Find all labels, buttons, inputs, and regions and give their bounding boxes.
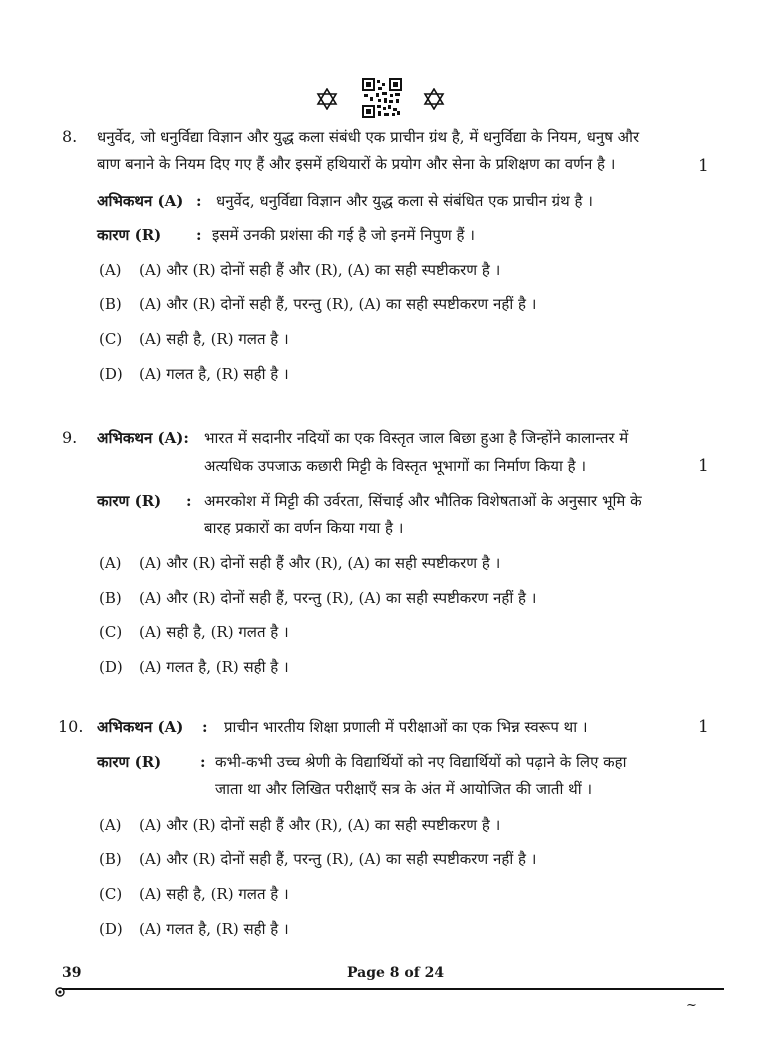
assertion-label: अभिकथन (A) (97, 192, 184, 210)
option-text: (A) और (R) दोनों सही हैं, परन्तु (R), (A) का सही स्पष्टीकरण नहीं है । (139, 295, 537, 313)
paper-code: 39 (62, 965, 82, 981)
option-key: (C) (99, 330, 123, 348)
assertion-label: अभिकथन (A): (97, 429, 189, 447)
option-key: (A) (99, 261, 122, 279)
option-text: (A) गलत है, (R) सही है । (139, 658, 289, 676)
reason-label: कारण (R) (97, 226, 162, 244)
reason-text: इसमें उनकी प्रशंसा की गई है जो इनमें निपुण हैं । (212, 226, 475, 244)
marks: 1 (698, 456, 709, 476)
option-key: (C) (99, 623, 123, 641)
reason-colon: : (186, 492, 192, 510)
reason-colon: : (200, 753, 206, 771)
assertion-text: धनुर्वेद, धनुर्विद्या विज्ञान और युद्ध कला से संबंधित एक प्राचीन ग्रंथ है । (216, 192, 593, 210)
star-of-david-icon-left (316, 88, 338, 110)
option-key: (A) (99, 816, 122, 834)
option-text: (A) गलत है, (R) सही है । (139, 365, 289, 383)
star-of-david-icon-right (423, 88, 445, 110)
option-key: (B) (99, 850, 122, 868)
option-text: (A) और (R) दोनों सही हैं और (R), (A) का सही स्पष्टीकरण है । (139, 554, 501, 572)
assertion-text: प्राचीन भारतीय शिक्षा प्रणाली में परीक्षाओं का एक भिन्न स्वरूप था । (224, 718, 588, 736)
assertion-colon: : (202, 718, 208, 736)
question-number: 10. (58, 717, 84, 736)
assertion-text-line2: अत्यधिक उपजाऊ कछारी मिट्टी के विस्तृत भूभागों का निर्माण किया है । (204, 457, 587, 475)
assertion-text-line1: भारत में सदानीर नदियों का एक विस्तृत जाल बिछा हुआ है जिन्होंने कालान्तर में (204, 429, 629, 447)
corner-mark: ~ (686, 998, 697, 1013)
marks: 1 (698, 156, 709, 176)
option-text: (A) और (R) दोनों सही हैं और (R), (A) का सही स्पष्टीकरण है । (139, 816, 501, 834)
reason-label: कारण (R) (97, 753, 162, 771)
footer-divider (62, 988, 724, 990)
reason-label: कारण (R) (97, 492, 162, 510)
marks: 1 (698, 717, 709, 737)
option-key: (D) (99, 365, 123, 383)
option-text: (A) गलत है, (R) सही है । (139, 920, 289, 938)
option-text: (A) सही है, (R) गलत है । (139, 623, 289, 641)
option-key: (B) (99, 295, 122, 313)
qr-code-icon (362, 78, 402, 118)
question-text-line1: धनुर्वेद, जो धनुर्विद्या विज्ञान और युद्ध कला संबंधी एक प्राचीन ग्रंथ है, में धनुर्विद्या के नियम, धनुष और (97, 128, 640, 146)
option-key: (D) (99, 658, 123, 676)
reason-text-line1: अमरकोश में मिट्टी की उर्वरता, सिंचाई और भौतिक विशेषताओं के अनुसार भूमि के (204, 492, 642, 510)
assertion-colon: : (196, 192, 202, 210)
reason-colon: : (196, 226, 202, 244)
option-text: (A) सही है, (R) गलत है । (139, 330, 289, 348)
option-text: (A) सही है, (R) गलत है । (139, 885, 289, 903)
question-number: 9. (62, 428, 78, 447)
ornament-icon (54, 983, 66, 1002)
option-text: (A) और (R) दोनों सही हैं, परन्तु (R), (A) का सही स्पष्टीकरण नहीं है । (139, 850, 537, 868)
page-number: Page 8 of 24 (347, 965, 445, 981)
option-text: (A) और (R) दोनों सही हैं और (R), (A) का सही स्पष्टीकरण है । (139, 261, 501, 279)
option-key: (A) (99, 554, 122, 572)
reason-text-line1: कभी-कभी उच्च श्रेणी के विद्यार्थियों को नए विद्यार्थियों को पढ़ाने के लिए कहा (215, 753, 627, 771)
option-key: (B) (99, 589, 122, 607)
question-number: 8. (62, 127, 78, 146)
option-text: (A) और (R) दोनों सही हैं, परन्तु (R), (A) का सही स्पष्टीकरण नहीं है । (139, 589, 537, 607)
question-text-line2: बाण बनाने के नियम दिए गए हैं और इसमें हथियारों के प्रयोग और सेना के प्रशिक्षण का वर्णन है । (97, 155, 616, 173)
reason-text-line2: जाता था और लिखित परीक्षाएँ सत्र के अंत में आयोजित की जाती थीं । (215, 780, 593, 798)
assertion-label: अभिकथन (A) (97, 718, 184, 736)
option-key: (C) (99, 885, 123, 903)
reason-text-line2: बारह प्रकारों का वर्णन किया गया है । (204, 519, 404, 537)
option-key: (D) (99, 920, 123, 938)
